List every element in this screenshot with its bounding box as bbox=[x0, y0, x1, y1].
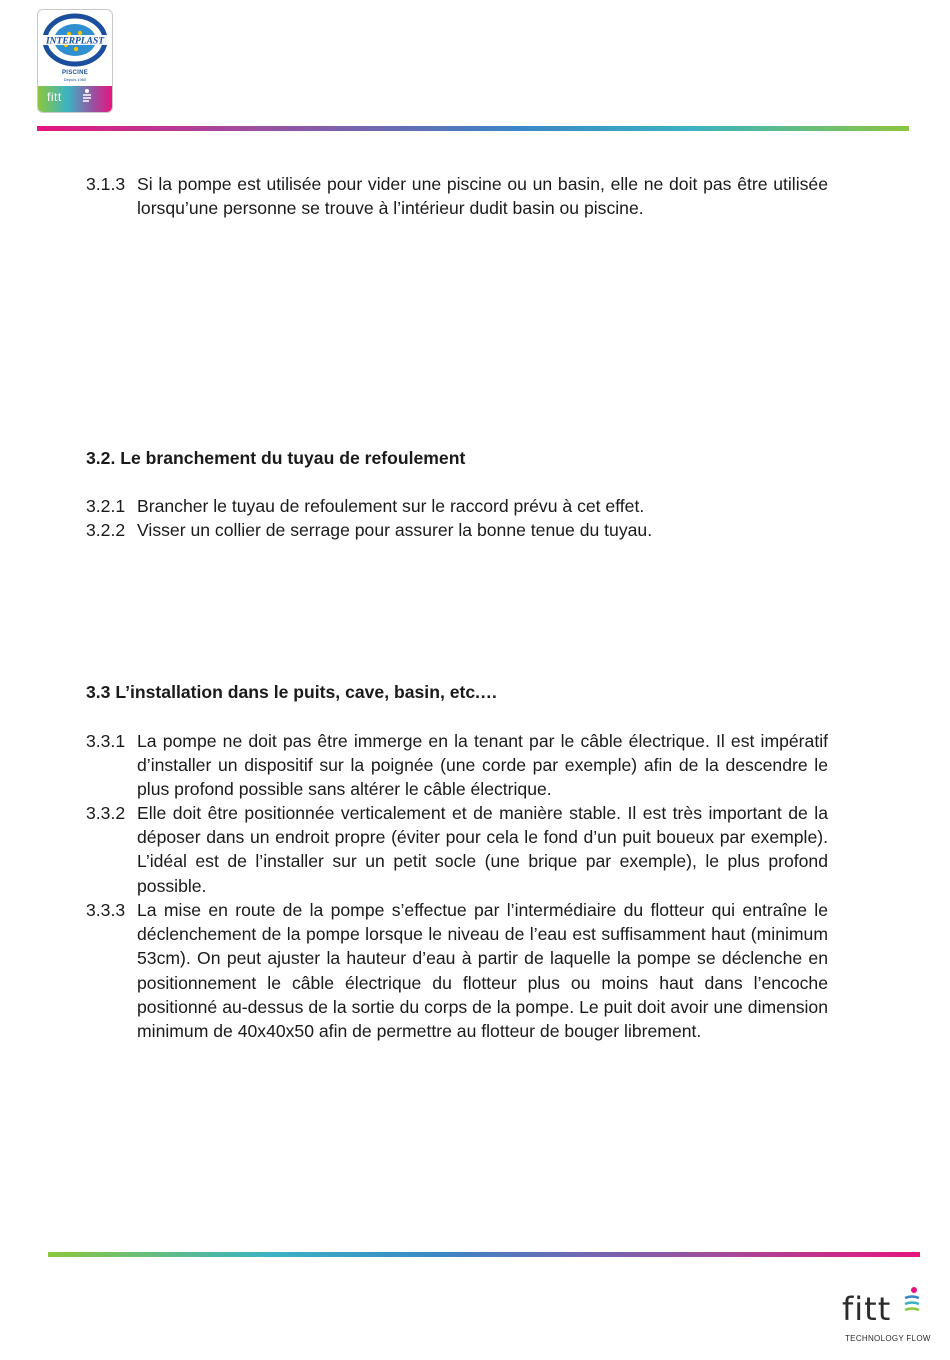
footer-tagline: TECHNOLOGY FLOW bbox=[845, 1334, 931, 1343]
item-text: La mise en route de la pompe s’effectue par l’intermédiaire du flotteur qui entraîne le déclenchement de la pompe lorsque le niveau de l’eau est suffisamment haut (minimum 53cm). On peut ajuster la hauteur d’eau à partir de laquelle la pompe se déclenche en positionnement le câble électrique du flotteur plus ou moins haut dans l’encoche positionné au-dessus de la sortie du corps de la pompe. Le puit doit avoir une dimension minimum de 40x40x50 afin de permettre au flotteur de bouger librement. bbox=[137, 900, 828, 1042]
item-text: La pompe ne doit pas être immerge en la tenant par le câble électrique. Il est impératif d’installer un dispositif sur la poignée (une corde par exemple) afin de la descendre le plus profond possible sans altérer le câble électrique. bbox=[137, 731, 828, 800]
fitt-mark-icon bbox=[902, 1286, 922, 1322]
item-text: Brancher le tuyau de refoulement sur le raccord prévu à cet effet. bbox=[137, 496, 645, 516]
item-3-2-1 bbox=[86, 494, 828, 518]
item-3-3-2 bbox=[86, 801, 828, 898]
logo-color-band bbox=[38, 86, 112, 112]
item-number: 3.2.2 bbox=[86, 520, 126, 540]
logo-band-brand: fitt bbox=[47, 90, 62, 104]
interplast-logo bbox=[37, 9, 113, 113]
item-text: Visser un collier de serrage pour assurer la bonne tenue du tuyau. bbox=[137, 520, 653, 540]
logo-brand-text: INTERPLAST bbox=[45, 36, 105, 47]
section-heading-3-3: 3.3 L’installation dans le puits, cave, basin, etc.… bbox=[86, 682, 498, 702]
fitt-footer-logo bbox=[842, 1286, 931, 1352]
footer-brand: fitt bbox=[842, 1290, 892, 1328]
item-number: 3.1.3 bbox=[86, 174, 126, 194]
logo-since: Depuis 1960 bbox=[63, 77, 87, 82]
fitt-mark-icon bbox=[80, 88, 94, 104]
item-3-1-3 bbox=[86, 172, 828, 220]
item-number: 3.3.2 bbox=[86, 803, 126, 823]
item-3-2-2 bbox=[86, 518, 828, 542]
interplast-ring-icon bbox=[41, 12, 109, 70]
logo-subtitle: PISCINE bbox=[61, 70, 89, 76]
section-heading-3-2: 3.2. Le branchement du tuyau de refoulement bbox=[86, 448, 466, 468]
item-number: 3.2.1 bbox=[86, 496, 126, 516]
item-3-3-1 bbox=[86, 729, 828, 802]
item-text: Si la pompe est utilisée pour vider une piscine ou un basin, elle ne doit pas être utilisée lorsqu’une personne se trouve à l’intérieur dudit basin ou piscine. bbox=[137, 174, 828, 219]
footer-gradient-rule bbox=[48, 1252, 920, 1257]
item-3-3-3 bbox=[86, 898, 828, 1043]
item-number: 3.3.3 bbox=[86, 900, 126, 920]
item-number: 3.3.1 bbox=[86, 731, 126, 751]
header-gradient-rule bbox=[37, 126, 909, 131]
item-text: Elle doit être positionnée verticalement et de manière stable. Il est très important de la déposer dans un endroit propre (éviter pour cela le fond d’un puit boueux par exemple). L’idéal est de l’installer sur un petit socle (une brique par exemple), le plus profond possible. bbox=[137, 803, 828, 896]
